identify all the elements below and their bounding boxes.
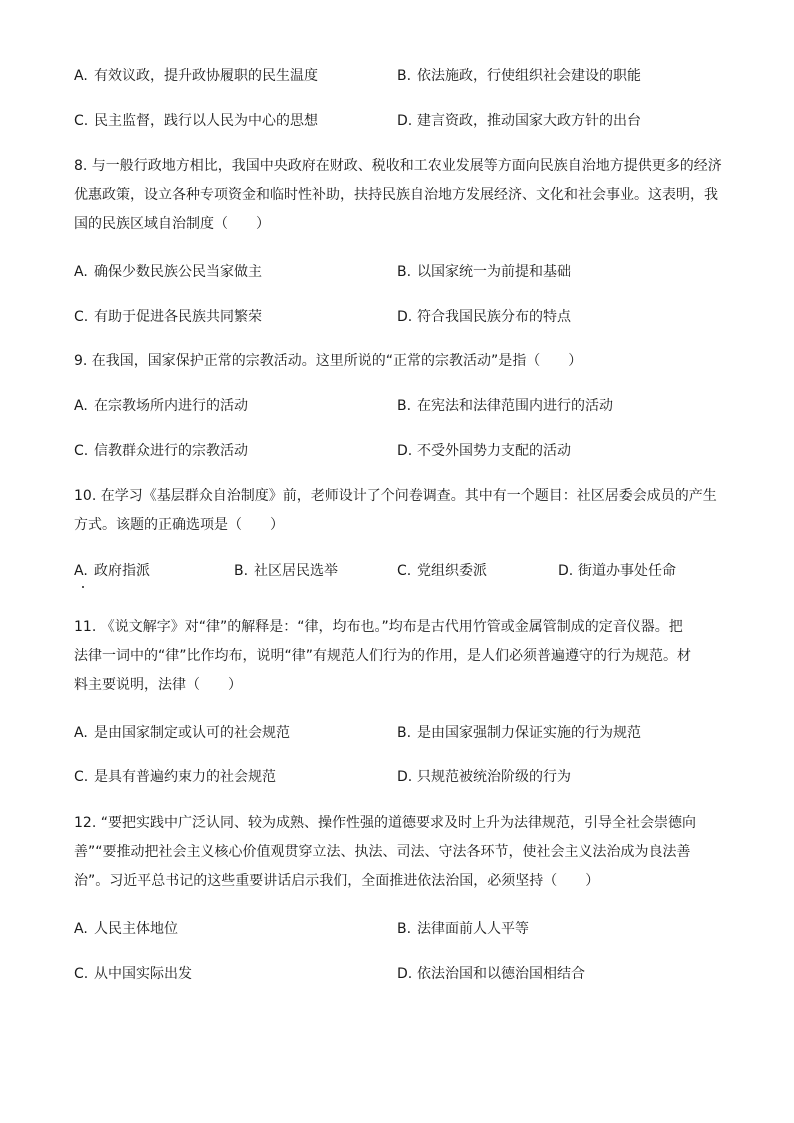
option-letter: A. [74,563,88,579]
q11-option-c [74,767,276,787]
q9-option-b [397,396,613,416]
option-text: 依法治国和以德治国相结合 [417,966,585,982]
q9-stem-line: 9. 在我国，国家保护正常的宗教活动。这里所说的“正常的宗教活动”是指（ ） [74,353,583,369]
option-text: 民主监督，践行以人民为中心的思想 [94,113,318,129]
option-letter: B. [397,921,412,937]
option-text: 从中国实际出发 [94,966,192,982]
q8-stem-line: 优惠政策，设立各种专项资金和临时性补助，扶持民族自治地方发展经济、文化和社会事业。这表明，我 [74,187,718,203]
option-text: 在宪法和法律范围内进行的活动 [417,398,613,414]
option-letter: D. [558,563,574,579]
option-letter: B. [397,398,412,414]
option-text: 街道办事处任命 [578,563,676,579]
q10-stem-line: 方式。该题的正确选项是（ ） [74,517,284,533]
q11-stem-line: 11. 《说文解字》对“律”的解释是：“律，均布也。”均布是古代用竹管或金属管制成的定音仪器。把 [74,619,683,635]
q7-option-c [74,111,318,131]
q10-option-b [234,561,338,581]
q9-option-c [74,441,248,461]
q10-option-c [397,561,487,581]
option-text: 是具有普遍约束力的社会规范 [94,769,276,785]
option-letter: D. [397,443,413,459]
q7-option-d [397,111,641,131]
option-text: 法律面前人人平等 [417,921,529,937]
option-text: 有助于促进各民族共同繁荣 [94,309,262,325]
q12-stem-line: 12. “要把实践中广泛认同、较为成熟、操作性强的道德要求及时上升为法律规范，引导全社会崇德向 [74,815,696,831]
q9-option-a [74,396,248,416]
q10-option-a [74,561,150,581]
q9-stem [74,351,724,380]
q8-stem-line: 国的民族区域自治制度（ ） [74,216,270,232]
q12-option-d [397,964,585,984]
option-text: 在宗教场所内进行的活动 [94,398,248,414]
option-letter: A. [74,725,88,741]
q9-option-d [397,441,571,461]
option-letter: A. [74,264,88,280]
option-text: 是由国家强制力保证实施的行为规范 [417,725,641,741]
option-letter: C. [74,113,89,129]
q8-option-b [397,262,571,282]
q12-stem-line: 治”。习近平总书记的这些重要讲话启示我们，全面推进依法治国，必须坚持（ ） [74,873,600,889]
option-text: 有效议政，提升政协履职的民生温度 [94,68,318,84]
option-text: 不受外国势力支配的活动 [417,443,571,459]
q12-stem [74,813,724,900]
q11-option-d [397,767,571,787]
option-letter: C. [74,966,89,982]
option-letter: C. [74,769,89,785]
option-letter: A. [74,921,88,937]
q7-option-b [397,66,641,86]
option-letter: C. [74,309,89,325]
q11-stem-line: 料主要说明，法律（ ） [74,677,242,693]
q11-stem-line: 法律一词中的“律”比作均布，说明“律”有规范人们行为的作用，是人们必须普遍遵守的行为规范。材 [74,648,692,664]
q12-stem-line: 善”“要推动把社会主义核心价值观贯穿立法、执法、司法、守法各环节，使社会主义法治成为良法善 [74,844,691,860]
stray-mark [82,586,84,588]
option-letter: D. [397,113,413,129]
option-text: 确保少数民族公民当家做主 [94,264,262,280]
q7-option-a [74,66,318,86]
option-text: 政府指派 [94,563,150,579]
option-letter: D. [397,769,413,785]
q12-option-a [74,919,178,939]
q8-stem [74,156,724,243]
option-text: 信教群众进行的宗教活动 [94,443,248,459]
option-text: 党组织委派 [417,563,487,579]
q8-option-a [74,262,262,282]
option-text: 符合我国民族分布的特点 [417,309,571,325]
option-text: 以国家统一为前提和基础 [417,264,571,280]
option-text: 人民主体地位 [94,921,178,937]
q8-stem-line: 8. 与一般行政地方相比，我国中央政府在财政、税收和工农业发展等方面向民族自治地方提供更多的经济 [74,158,722,174]
option-letter: A. [74,68,88,84]
option-letter: C. [397,563,412,579]
option-text: 建言资政，推动国家大政方针的出台 [417,113,641,129]
option-letter: B. [234,563,249,579]
q10-stem [74,486,724,544]
option-text: 只规范被统治阶级的行为 [417,769,571,785]
option-letter: D. [397,309,413,325]
option-letter: B. [397,264,412,280]
option-letter: C. [74,443,89,459]
option-letter: B. [397,68,412,84]
option-text: 是由国家制定或认可的社会规范 [94,725,290,741]
q8-option-c [74,307,262,327]
q10-stem-line: 10. 在学习《基层群众自治制度》前，老师设计了个问卷调查。其中有一个题目：社区居委会成员的产生 [74,488,717,504]
option-letter: A. [74,398,88,414]
q11-option-b [397,723,641,743]
option-letter: B. [397,725,412,741]
q11-stem [74,617,724,704]
q8-option-d [397,307,571,327]
option-text: 社区居民选举 [254,563,338,579]
q12-option-c [74,964,192,984]
q10-option-d [558,561,676,581]
q12-option-b [397,919,529,939]
q11-option-a [74,723,290,743]
option-letter: D. [397,966,413,982]
option-text: 依法施政，行使组织社会建设的职能 [417,68,641,84]
